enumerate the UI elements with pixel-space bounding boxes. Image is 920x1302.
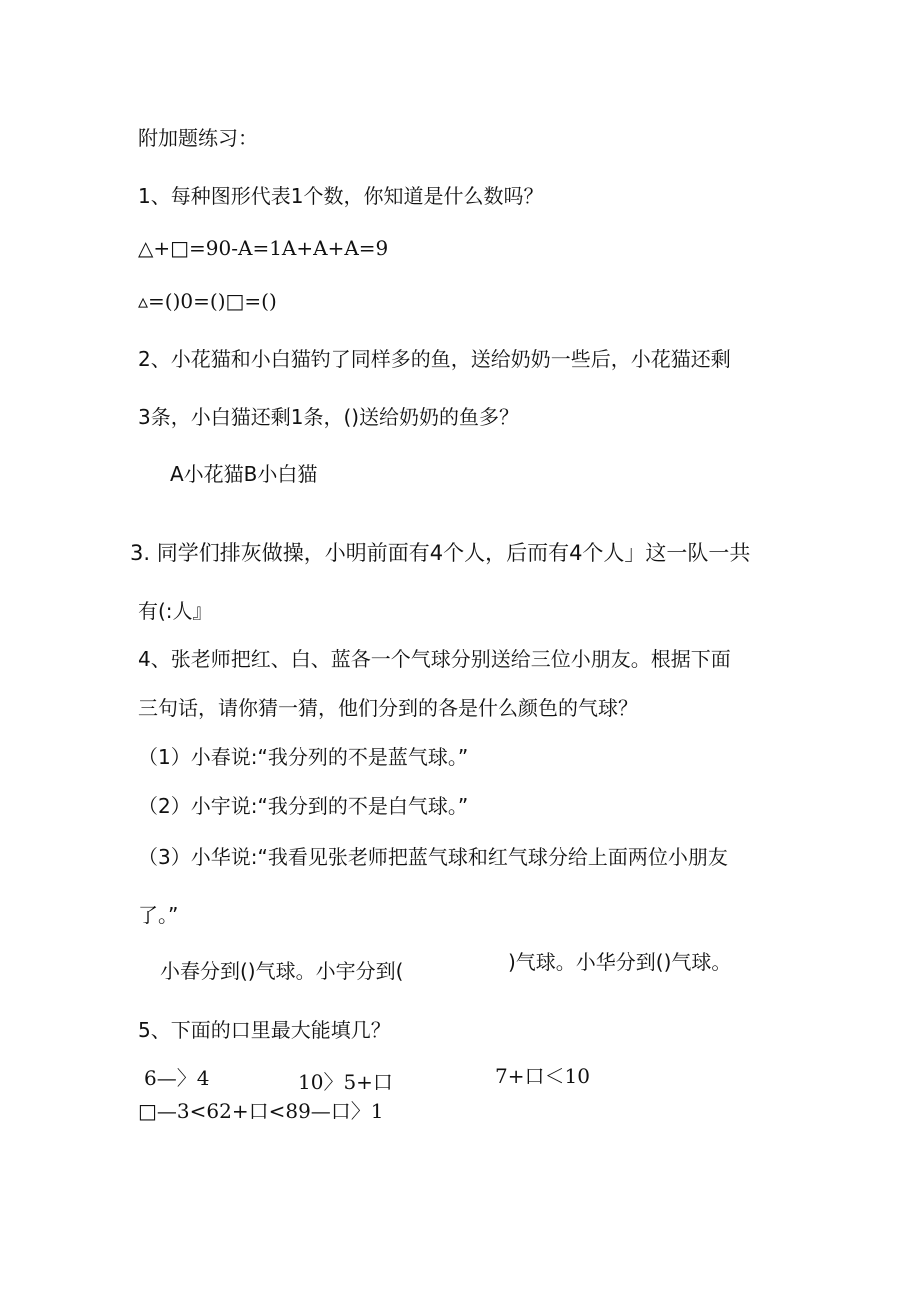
question-4-clue-3-line-2: 了。” <box>138 903 179 927</box>
question-4-answer-right: )气球。小华分到()气球。 <box>508 950 732 974</box>
question-4-line-2: 三句话，请你猜一猜，他们分到的各是什么颜色的气球？ <box>138 696 638 720</box>
question-5-expression-3: 7+口＜10 <box>495 1064 590 1088</box>
question-3-line-2: 有(:人』 <box>138 599 213 623</box>
question-2-line-1: 2、小花猫和小白猫钓了同样多的鱼，送给奶奶一些后，小花猫还剩 <box>138 347 731 371</box>
question-5-expression-2: 10〉5+口 <box>298 1070 393 1094</box>
worksheet-title: 附加题练习： <box>138 126 258 150</box>
question-5-text: 5、下面的口里最大能填几？ <box>138 1018 391 1042</box>
question-2-options: A小花猫B小白猫 <box>170 462 318 486</box>
question-1-answers: ▵=()0=()□=() <box>138 289 277 313</box>
question-3-line-1: 3. 同学们排灰做操，小明前面有4个人，后而有4个人」这一队一共 <box>130 541 751 565</box>
question-4-clue-2: （2）小宇说:“我分到的不是白气球。” <box>138 794 469 818</box>
question-4-clue-1: （1）小春说:“我分列的不是蓝气球。” <box>138 745 469 769</box>
question-2-line-2: 3条，小白猫还剩1条，()送给奶奶的鱼多？ <box>138 405 520 429</box>
question-4-line-1: 4、张老师把红、白、蓝各一个气球分别送给三位小朋友。根据下面 <box>138 647 731 671</box>
question-1-equations: △+□=90-A=1A+A+A=9 <box>138 236 389 260</box>
question-4-clue-3-line-1: （3）小华说:“我看见张老师把蓝气球和红气球分给上面两位小朋友 <box>138 845 728 869</box>
question-4-answer-left: 小春分到()气球。小宇分到( <box>160 959 404 983</box>
question-1-text: 1、每种图形代表1个数，你知道是什么数吗？ <box>138 184 544 208</box>
question-5-expression-4: □—3<62+口<89—口〉1 <box>138 1099 384 1123</box>
question-5-expression-1: 6—〉4 <box>144 1066 210 1090</box>
